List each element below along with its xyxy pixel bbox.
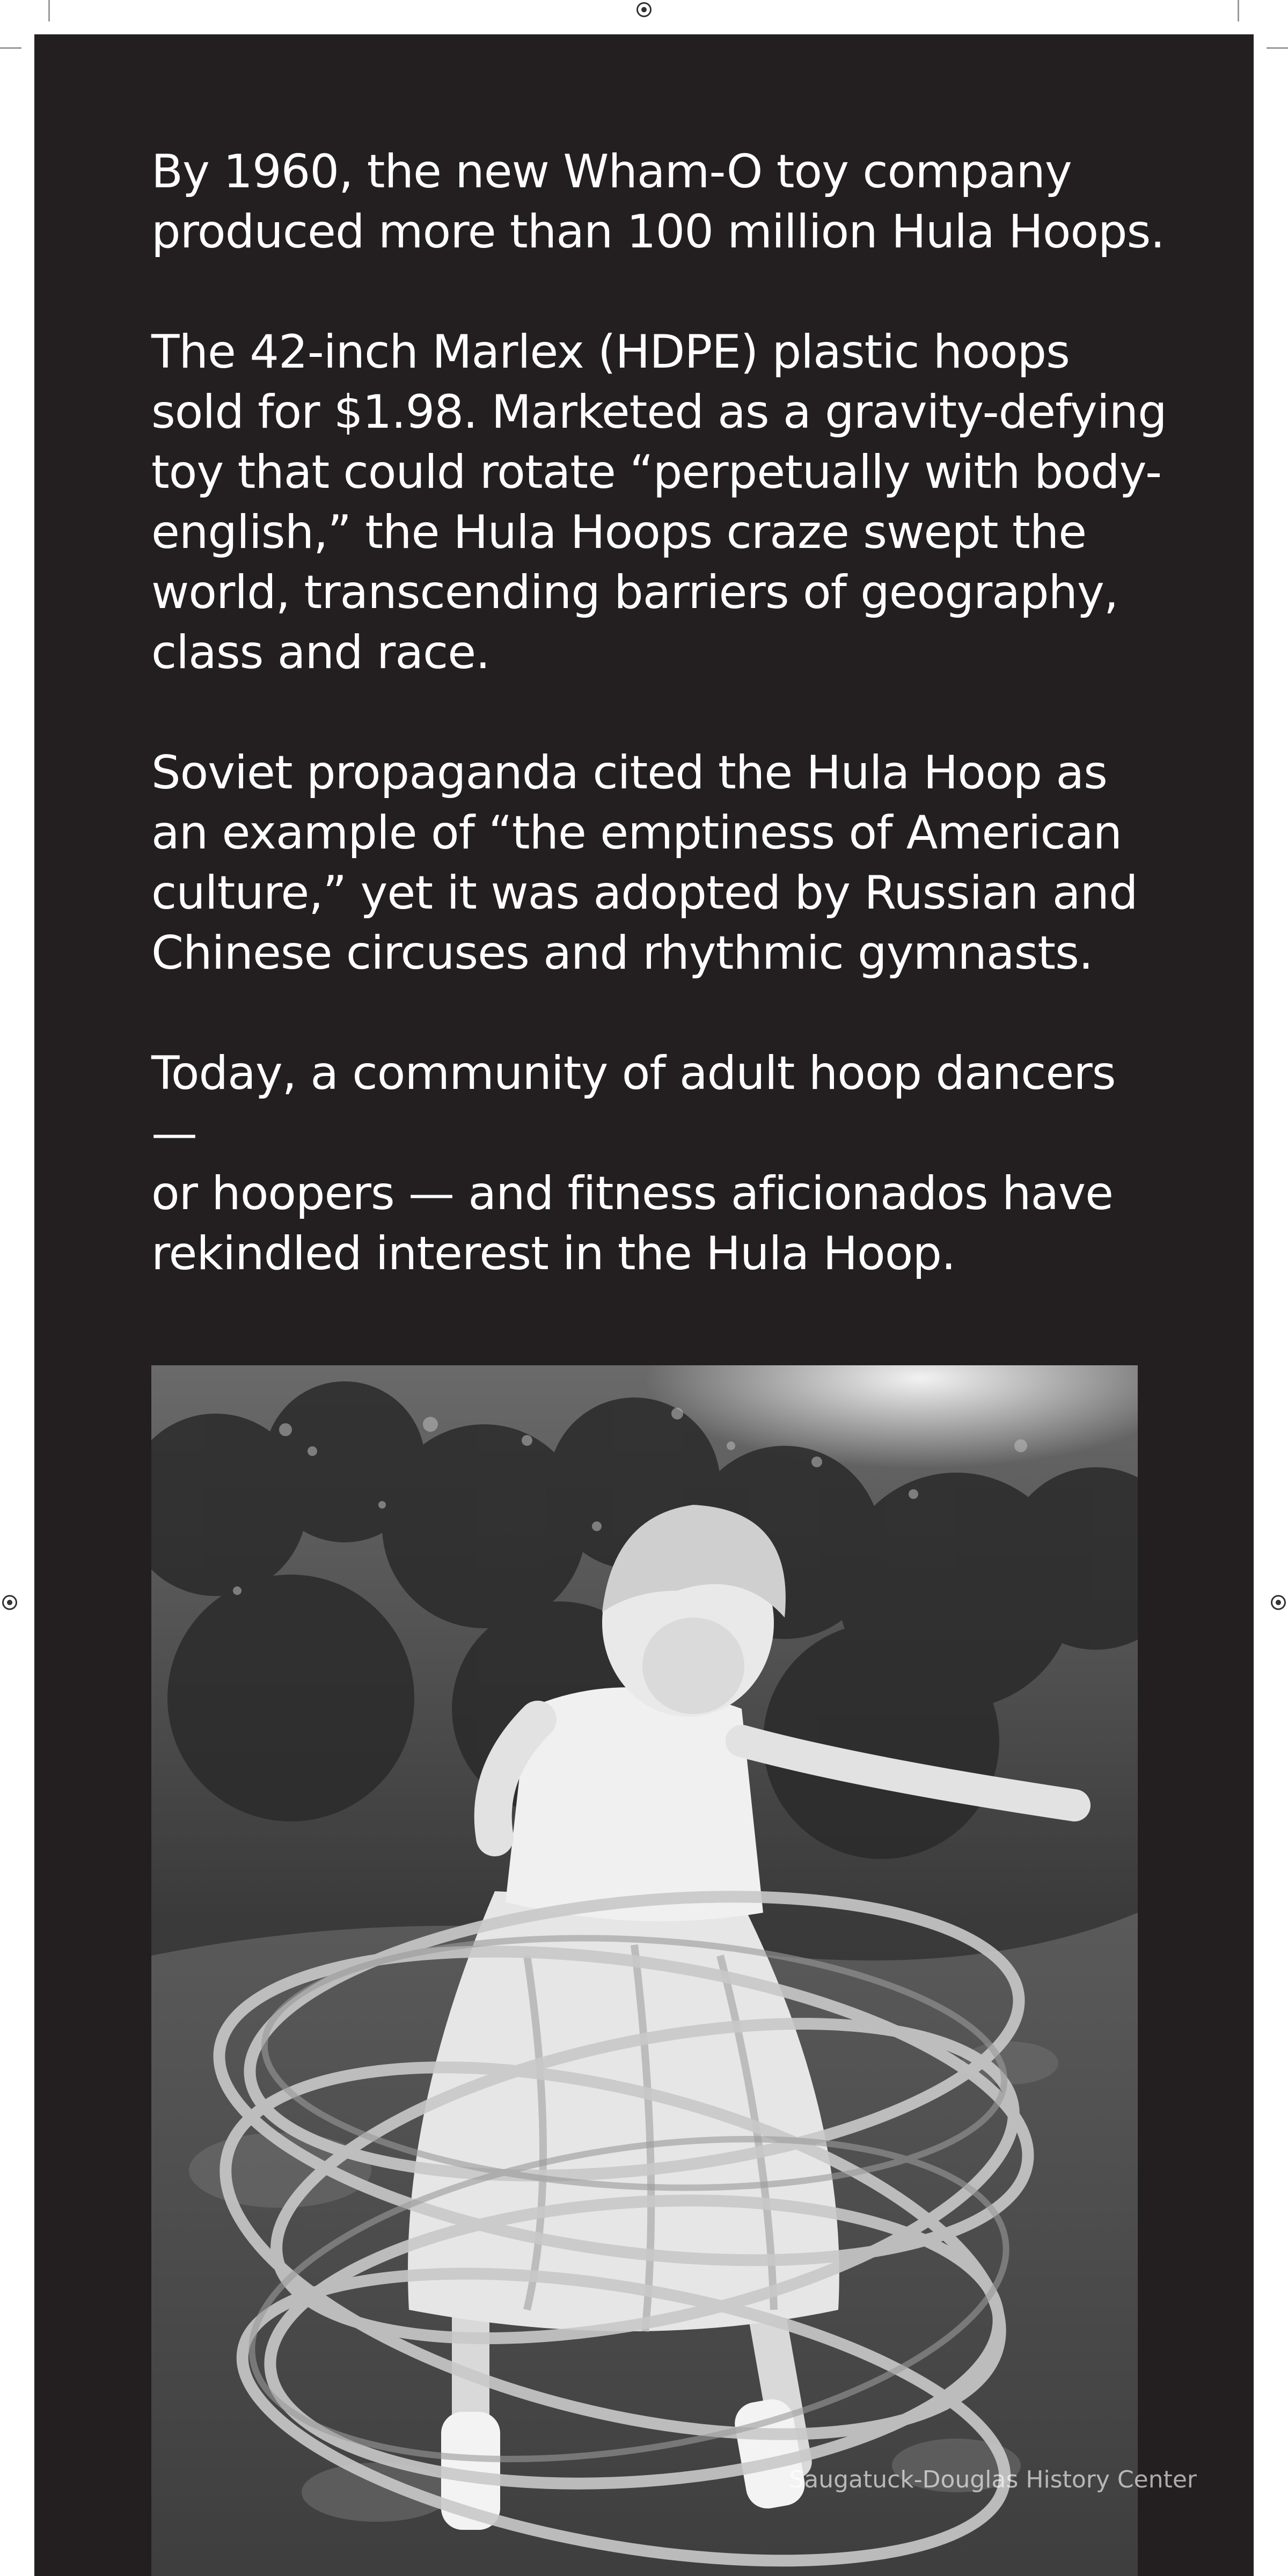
- registration-mark-left: [2, 1595, 17, 1610]
- crop-mark-top-left: [48, 0, 50, 21]
- watermark-text: Saugatuck-Douglas History Center: [789, 2466, 1197, 2493]
- registration-mark-right: [1271, 1595, 1286, 1610]
- panel-text: [151, 142, 1171, 1344]
- crop-mark-right-top: [1267, 47, 1288, 49]
- paragraph-marlex-hoops: The 42-inch Marlex (HDPE) plastic hoops sold for $1.98. Marketed as a gravity-defying toy that could rotate “perpetually with body- english,” the Hula Hoops craze swept the world, transcending barriers of geography, class and race.: [151, 325, 1167, 679]
- crop-mark-left-top: [0, 47, 21, 49]
- paragraph-today-hoopers: Today, a community of adult hoop dancers — or hoopers — and fitness aficionados have rekindled interest in the Hula Hoop.: [151, 1046, 1116, 1280]
- photo-illustration: [151, 1365, 1138, 2576]
- crop-mark-top-right: [1238, 0, 1239, 21]
- registration-mark-top: [636, 2, 652, 17]
- photo-woman-with-hula-hoops: [151, 1365, 1138, 2576]
- paragraph-soviet-propaganda: Soviet propaganda cited the Hula Hoop as an example of “the emptiness of American culture,” yet it was adopted by Russian and Chinese circuses and rhythmic gymnasts.: [151, 746, 1138, 980]
- paragraph-wham-o-production: By 1960, the new Wham-O toy company produced more than 100 million Hula Hoops.: [151, 145, 1165, 259]
- exhibit-panel: [34, 34, 1254, 2576]
